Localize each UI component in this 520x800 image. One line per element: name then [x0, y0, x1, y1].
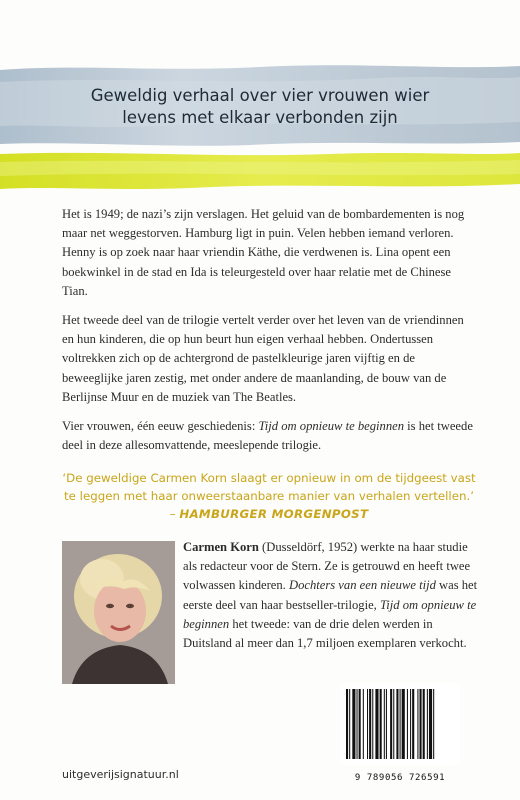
isbn-number: 9 789056 726591	[354, 773, 446, 783]
book-title-italic: Tijd om opnieuw te beginnen	[258, 419, 405, 433]
summary-paragraph-3	[62, 417, 476, 455]
bio-book-2: Tijd om opnieuw te beginnen	[183, 597, 477, 631]
para3-before: Vier vrouwen, één eeuw geschiedenis:	[62, 419, 259, 433]
bio-text-2: was het eerste deel van haar bestseller-trilogie,	[183, 578, 478, 612]
headline-line-2: levens met elkaar verbonden zijn	[122, 108, 398, 127]
publisher-website[interactable]: uitgeverijsignatuur.nl	[62, 768, 179, 781]
bio-book-1: Dochters van een nieuwe tijd	[288, 578, 436, 593]
summary-paragraph-2: Het tweede deel van de trilogie vertelt verder over het leven van de vriendinnen en hun kinderen, die op hun beurt hun eigen verhaal hebben. Ondertussen voltrekken zich op de achtergrond de pastelkleurige jaren vijftig en de beweeglijke jaren zestig, met onder andere de maanlanding, de bouw van de Berlijnse Muur en de muziek van The Beatles.	[62, 313, 464, 404]
author-photo	[62, 541, 175, 684]
author-portrait-image	[62, 541, 175, 684]
headline	[0, 85, 520, 129]
press-quote	[62, 469, 476, 523]
quote-source: HAMBURGER MORGENPOST	[179, 507, 369, 521]
para3-after: is het tweede deel in deze allesomvattende, meeslepende trilogie.	[62, 419, 473, 453]
isbn-barcode	[340, 683, 460, 765]
author-bio	[183, 538, 478, 653]
headline-line-1: Geweldig verhaal over vier vrouwen wier	[90, 86, 430, 105]
bio-text-1: (Dusseldörf, 1952) werkte na haar studie als redacteur voor de Stern. Ze is getrouwd en heeft twee volwassen kinderen.	[183, 540, 471, 593]
barcode-bars	[340, 683, 460, 765]
yellow-watercolor-band	[0, 148, 520, 193]
bio-text-3: het tweede: van de drie delen werden in Duitsland al meer dan 1,7 miljoen exemplaren verkocht.	[183, 616, 467, 651]
quote-text: ‘De geweldige Carmen Korn slaagt er opnieuw in om de tijdgeest vast te leggen met haar onweerstaanbare manier van verhalen vertellen.’ –	[62, 471, 476, 521]
summary-paragraph-1: Het is 1949; de nazi’s zijn verslagen. Het geluid van de bombardementen is nog maar net weggestorven. Hamburg ligt in puin. Velen hebben iemand verloren. Henny is op zoek naar haar vriendin Käthe, die verdwenen is. Lina opent een boekwinkel in de stad en Ida is teleurgesteld over haar relatie met de Chinese Tian.	[62, 207, 465, 298]
author-name: Carmen Korn	[183, 540, 259, 554]
